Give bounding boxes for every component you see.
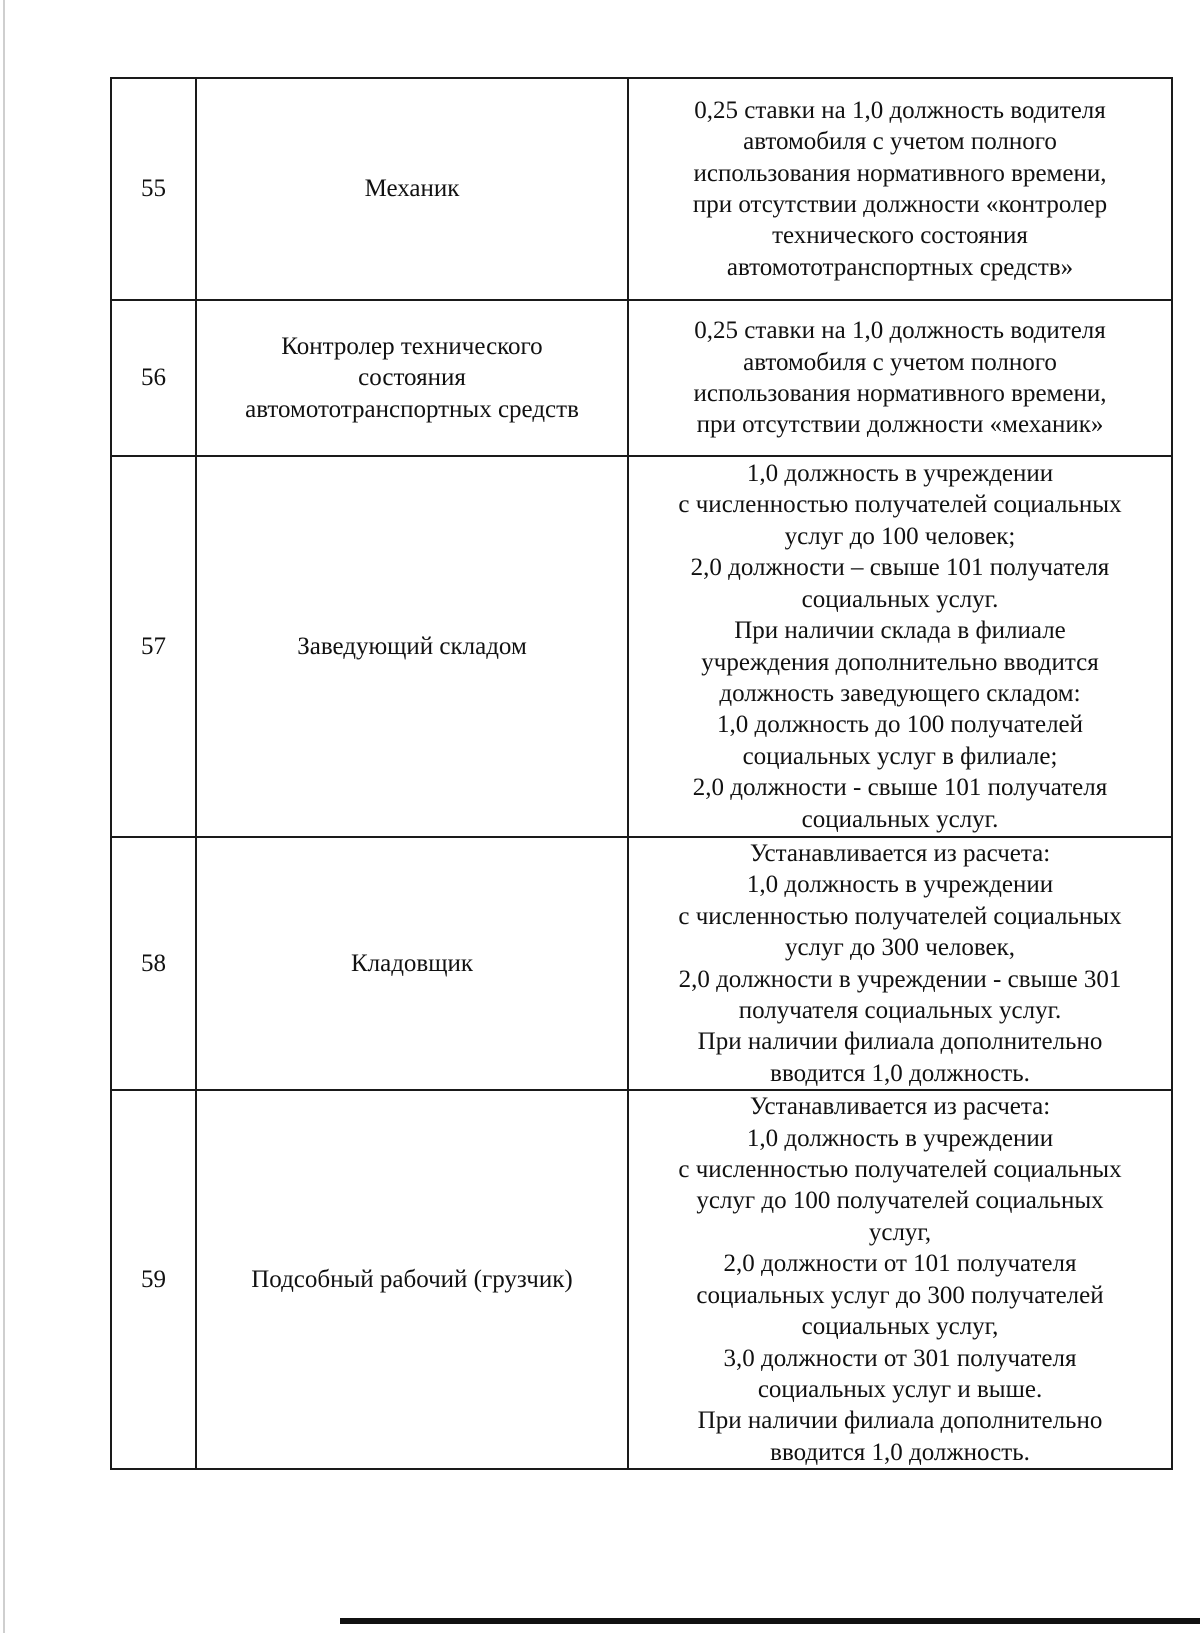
table-row bbox=[111, 78, 1172, 300]
scan-left-edge bbox=[3, 0, 5, 1633]
row-number: 56 bbox=[111, 300, 196, 456]
position-title: Заведующий складом bbox=[196, 456, 628, 837]
position-title: Кладовщик bbox=[196, 837, 628, 1090]
staffing-norms-table bbox=[110, 77, 1173, 1470]
scan-bottom-edge bbox=[340, 1618, 1200, 1624]
staffing-norm: Устанавливается из расчета: 1,0 должность в учреждении с численностью получателей социальных услуг до 100 получателей социальных услуг, 2,0 должности от 101 получателя социальных услуг до 300 получателей социальных услуг, 3,0 должности от 301 получателя социальных услуг и выше. При наличии филиала дополнительно вводится 1,0 должность. bbox=[628, 1090, 1172, 1469]
staffing-norm: 1,0 должность в учреждении с численностью получателей социальных услуг до 100 человек; 2,0 должности – свыше 101 получателя социальных услуг. При наличии склада в филиале учреждения дополнительно вводится должность заведующего складом: 1,0 должность до 100 получателей социальных услуг в филиале; 2,0 должности - свыше 101 получателя социальных услуг. bbox=[628, 456, 1172, 837]
staffing-norm: 0,25 ставки на 1,0 должность водителя автомобиля с учетом полного использования нормативного времени, при отсутствии должности «контролер технического состояния автомототранспортных средств» bbox=[628, 78, 1172, 300]
position-title: Механик bbox=[196, 78, 628, 300]
staffing-norm: 0,25 ставки на 1,0 должность водителя автомобиля с учетом полного использования нормативного времени, при отсутствии должности «механик» bbox=[628, 300, 1172, 456]
row-number: 59 bbox=[111, 1090, 196, 1469]
table-row bbox=[111, 1090, 1172, 1469]
position-title: Подсобный рабочий (грузчик) bbox=[196, 1090, 628, 1469]
row-number: 58 bbox=[111, 837, 196, 1090]
row-number: 57 bbox=[111, 456, 196, 837]
position-title: Контролер технического состояния автомототранспортных средств bbox=[196, 300, 628, 456]
staffing-norm: Устанавливается из расчета: 1,0 должность в учреждении с численностью получателей социальных услуг до 300 человек, 2,0 должности в учреждении - свыше 301 получателя социальных услуг. При наличии филиала дополнительно вводится 1,0 должность. bbox=[628, 837, 1172, 1090]
table-row bbox=[111, 300, 1172, 456]
table-row bbox=[111, 456, 1172, 837]
row-number: 55 bbox=[111, 78, 196, 300]
table-row bbox=[111, 837, 1172, 1090]
